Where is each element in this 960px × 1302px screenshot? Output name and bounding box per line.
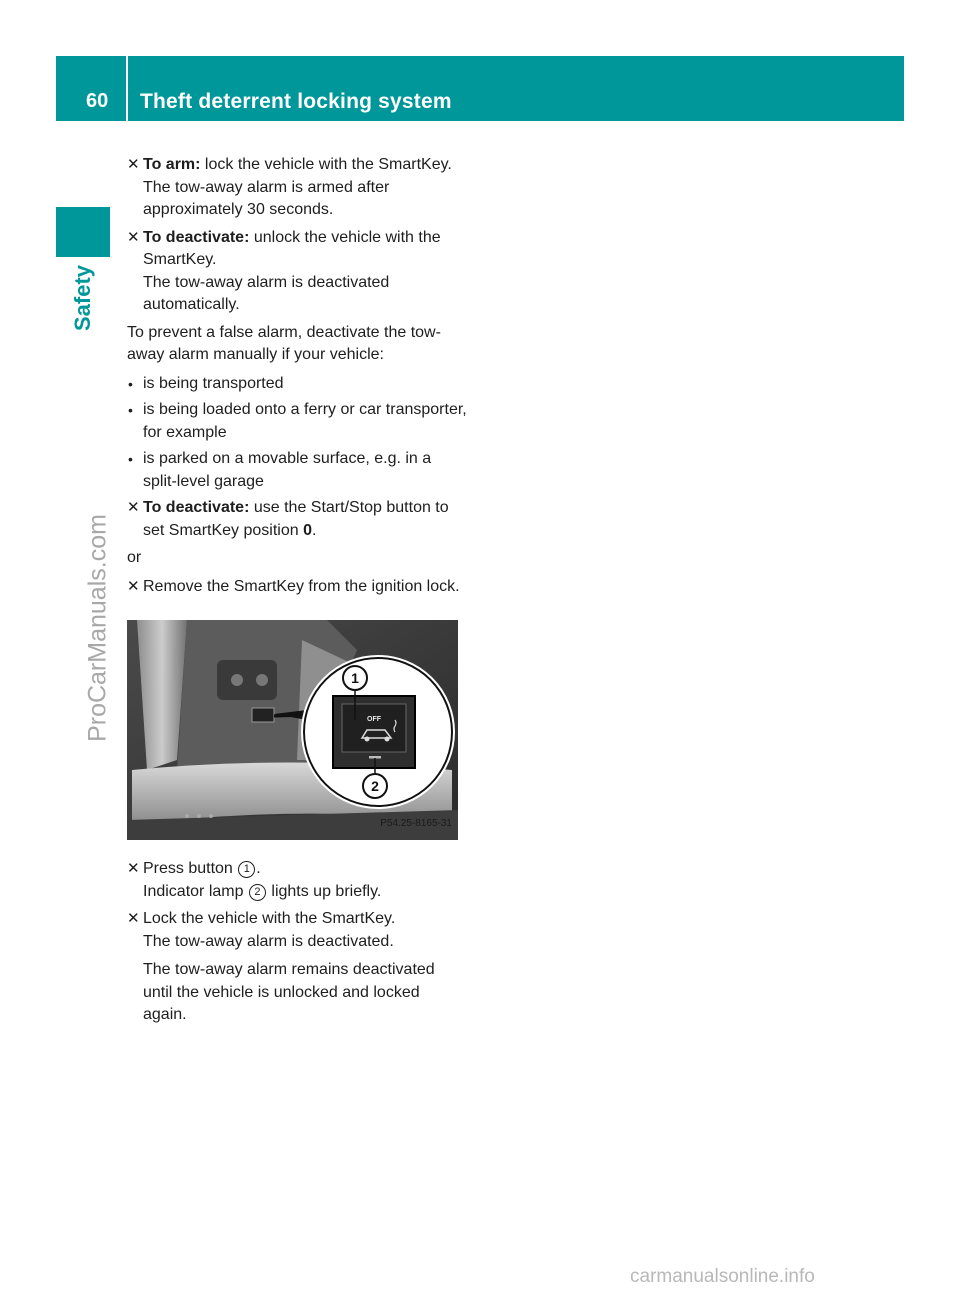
list-item	[127, 448, 467, 493]
step-arrow-icon: ✕	[127, 910, 140, 927]
figure-code: P54.25-8165-31	[380, 817, 452, 829]
step-result: The tow-away alarm is armed after approximately 30 seconds.	[143, 178, 390, 218]
list-item	[127, 399, 467, 444]
step-arrow-icon: ✕	[127, 577, 140, 595]
list-item-text: is being loaded onto a ferry or car transporter, for example	[143, 401, 467, 441]
step-text-end: .	[256, 860, 261, 877]
step-arrow-icon: ✕	[127, 156, 140, 173]
list-item-text: is being transported	[143, 374, 284, 392]
step-text: Press button	[143, 860, 238, 877]
page-number: 60	[86, 90, 109, 112]
step-text: lock the vehicle with the SmartKey.	[200, 156, 452, 173]
step-result: The tow-away alarm is deactivated.	[143, 932, 394, 950]
list-item	[127, 373, 467, 396]
tow-away-button-figure	[127, 620, 458, 840]
bullet-icon: •	[128, 402, 133, 418]
paragraph: To prevent a false alarm, deactivate the tow-away alarm manually if your vehicle:	[127, 323, 441, 363]
callout-2: 2	[371, 778, 379, 794]
step-result: The tow-away alarm is deactivated automatically.	[143, 273, 390, 313]
step-text-end: .	[311, 521, 317, 539]
bullet-icon: •	[128, 375, 133, 392]
instruction-step	[127, 576, 467, 599]
page-content	[127, 154, 467, 1032]
step-result: Indicator lamp	[143, 882, 248, 900]
step-arrow-icon: ✕	[127, 860, 140, 877]
callout-number-2: 2	[249, 884, 266, 901]
step-label: To arm:	[143, 156, 201, 173]
step-result-note: The tow-away alarm remains deactivated until the vehicle is unlocked and locked again.	[143, 961, 435, 1023]
off-label: OFF	[367, 716, 381, 723]
instruction-step	[127, 227, 467, 317]
footer-watermark: carmanualsonline.info	[630, 1266, 815, 1287]
step-arrow-icon: ✕	[127, 228, 140, 246]
key-position: 0	[303, 521, 312, 539]
step-text: unlock the vehicle with the SmartKey.	[143, 228, 441, 268]
side-watermark: ProCarManuals.com	[83, 514, 112, 742]
step-result-end: lights up briefly.	[266, 882, 382, 900]
section-label: Safety	[70, 264, 95, 332]
step-label: To deactivate:	[143, 228, 250, 246]
step-arrow-icon: ✕	[127, 499, 140, 516]
or-text: or	[127, 549, 142, 566]
step-label: To deactivate:	[143, 499, 250, 516]
instruction-step	[127, 154, 467, 222]
callout-1: 1	[351, 670, 359, 686]
callout-number-1: 1	[238, 861, 255, 878]
overhead-panel-illustration	[127, 620, 458, 840]
bullet-icon: •	[128, 451, 133, 467]
step-text: Lock the vehicle with the SmartKey.	[143, 910, 396, 927]
page-title: Theft deterrent locking system	[140, 90, 452, 113]
page-header	[56, 56, 904, 121]
instruction-step	[127, 908, 467, 1027]
list-item-text: is parked on a movable surface, e.g. in a split-level garage	[143, 450, 432, 490]
header-divider	[126, 56, 128, 121]
step-text: use the Start/Stop button to set SmartKey position	[143, 499, 449, 539]
step-text: Remove the SmartKey from the ignition lock.	[143, 577, 460, 595]
instruction-step	[127, 858, 467, 903]
section-marker	[56, 207, 110, 257]
instruction-step	[127, 497, 467, 542]
